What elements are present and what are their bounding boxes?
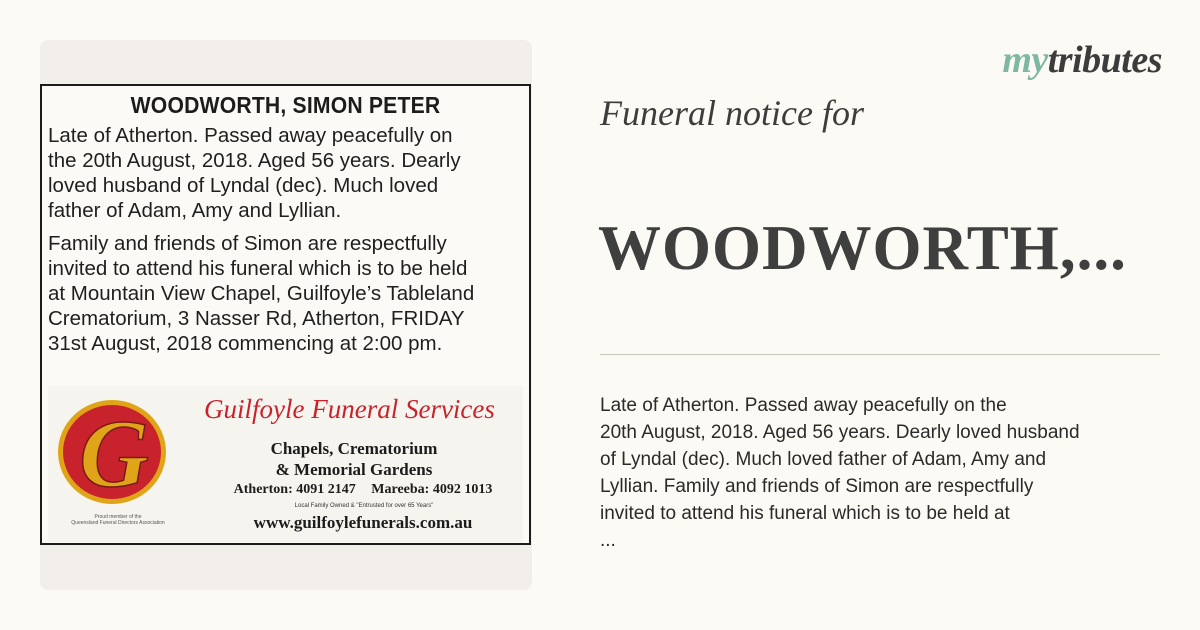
services-line-1: Chapels, Crematorium — [270, 439, 438, 458]
notice-image-card — [40, 40, 532, 590]
brand-my: my — [1002, 39, 1048, 81]
newspaper-notice — [40, 84, 531, 545]
phone-mareeba: Mareeba: 4092 1013 — [371, 482, 493, 497]
notice-paragraph-1: Late of Atherton. Passed away peacefully on the 20th August, 2018. Aged 56 years. Dearly loved husband of Lyndal (dec). Much loved father of Adam, Amy and Lyllian. — [48, 124, 461, 222]
funeral-home-services — [214, 438, 494, 480]
notice-deceased-name: WOODWORTH, SIMON PETER — [130, 92, 441, 118]
funeral-home-advert — [48, 386, 523, 542]
mytributes-logo[interactable] — [970, 38, 1162, 82]
brand-tributes: tributes — [1047, 39, 1162, 81]
page-heading: Funeral notice for — [600, 93, 864, 133]
association-caption: Proud member of the Queensland Funeral Directors Association — [71, 514, 165, 526]
notice-paragraph-2: Family and friends of Simon are respectfully invited to attend his funeral which is to be held at Mountain View Chapel, Guilfoyle’s Tableland Crematorium, 3 Nasser Rd, Atherton, FRIDAY 31st August, 2018 commencing at 2:00 pm. — [48, 232, 475, 355]
funeral-home-tagline: Local Family Owned & "Entrusted for over 65 Years" — [294, 503, 434, 509]
funeral-home-website: www.guilfoylefunerals.com.au — [253, 513, 473, 532]
services-line-2: & Memorial Gardens — [275, 460, 433, 479]
svg-text:G: G — [79, 400, 149, 507]
deceased-name-title: WOODWORTH,... — [598, 213, 1127, 283]
funeral-home-phones — [198, 482, 528, 498]
notice-excerpt: Late of Atherton. Passed away peacefully on the 20th August, 2018. Aged 56 years. Dearly loved husband of Lyndal (dec). Much loved father of Adam, Amy and Lyllian. Family and friends of Simon are respectfully invited to attend his funeral which is to be held at ... — [600, 395, 1080, 551]
guilfoyle-g-logo — [54, 394, 182, 512]
funeral-home-title: Guilfoyle Funeral Services — [204, 394, 495, 424]
divider — [600, 354, 1160, 355]
phone-atherton: Atherton: 4091 2147 — [233, 482, 356, 497]
